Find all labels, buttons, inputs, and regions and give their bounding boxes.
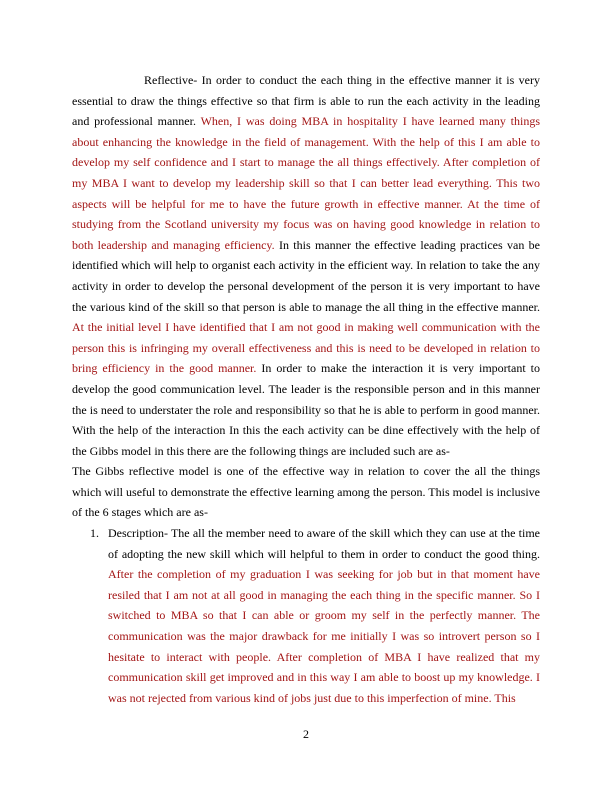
list-item-text: Description- The all the member need to aware of the skill which they can use at the time of adopting the new skill which will helpful to them in order to conduct the good thing. [108,526,540,561]
highlighted-text: After the completion of my graduation I was seeking for job but in that moment have resiled that I am not at all good in managing the each thing in the specific manner. So I switched to MBA so that I can able or groom my self in the perfectly manner. The communication was the major drawback for me initially I was so introvert person so I hesitate to interact with people. After completion of MBA I have realized that my communication skill get improved and in this way I am able to boost up my knowledge. I was not rejected from various kind of jobs just due to this imperfection of mine. This [108,567,540,705]
highlighted-text: When, I was doing MBA in hospitality I have learned many things about enhancing the knowledge in the field of management. With the help of this I am able to develop my self confidence and I start to manage the all things effectively. After completion of my MBA I want to develop my leadership skill so that I can better lead everything. This two aspects will be helpful for me to have the future growth in effective manner. At the time of studying from the Scotland university my focus was on having good knowledge in relation to both leadership and managing efficiency. [72,114,540,252]
paragraph-text: Reflective- In order to conduct the each thing in the effective manner it is very essential to draw the things effective so that firm is able to run the each activity in the leading and professional manner. [72,73,540,129]
paragraph-text: In order to make the interaction it is very important to develop the good communication level. The leader is the responsible person and in this manner the is need to understater the role and responsibility so that he is able to perform in good manner. With the help of the interaction In this the each activity can be dine effectively with the help of the Gibbs model in this there are the following things are included such are as- [72,361,540,458]
body-text [72,70,540,708]
page-number: 2 [303,727,309,741]
list-item-description [72,523,540,708]
highlighted-text: At the initial level I have identified that I am not good in making well communication with the person this is infringing my overall effectiveness and this is need to be developed in relation to bring efficiency in the good manner. [72,320,540,376]
paragraph-gibbs-intro: The Gibbs reflective model is one of the effective way in relation to cover the all the things which will useful to demonstrate the effective learning among the person. This model is inclusive of the 6 stages which are as- [72,464,540,520]
list-number: 1. [90,526,99,541]
paragraph-text: In this manner the effective leading practices van be identified which will help to organist each activity in the efficient way. In relation to take the any activity in order to develop the personal development of the person it is very important to have the various kind of the skill so that person is able to manage the all thing in the effective manner. [72,237,541,314]
paragraph-reflective [72,70,540,461]
